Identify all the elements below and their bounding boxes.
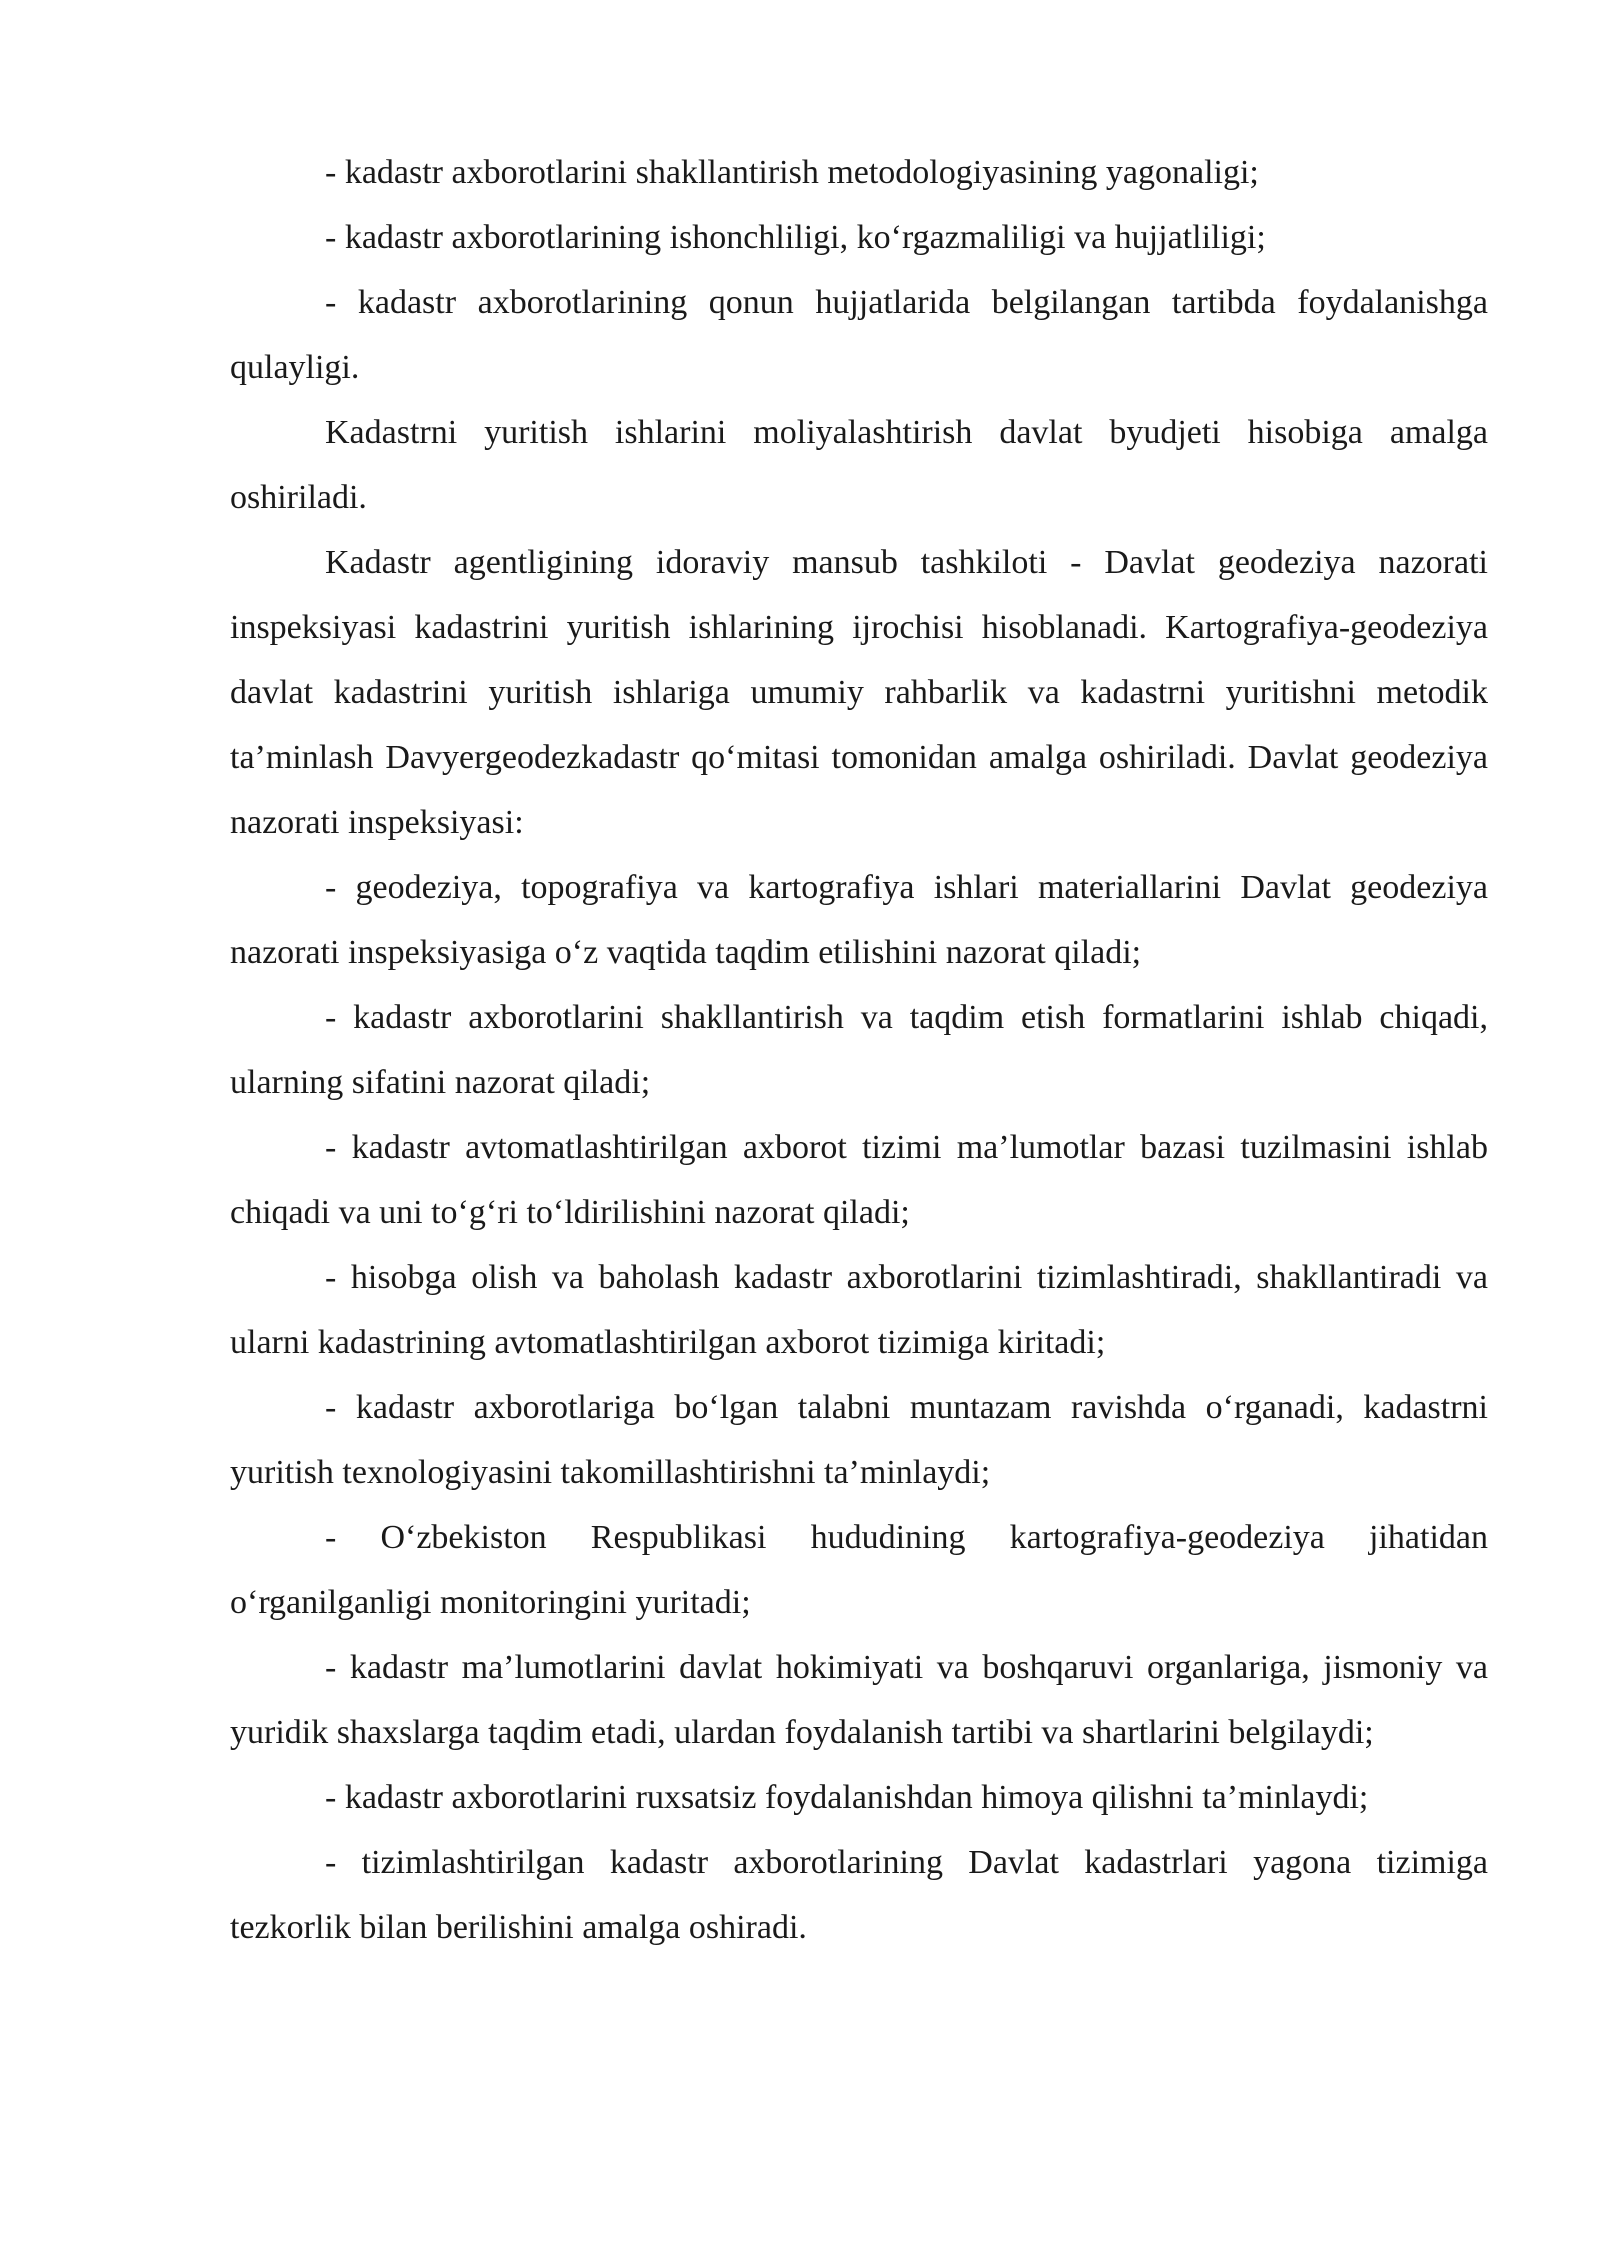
paragraph-14: - tizimlashtirilgan kadastr axborotlarining Davlat kadastrlari yagona tizimiga tezkorlik bilan berilishini amalga oshiradi. bbox=[230, 1844, 1488, 1946]
paragraph-12: - kadastr ma’lumotlarini davlat hokimiyati va boshqaruvi organlariga, jismoniy va yuridik shaxslarga taqdim etadi, ulardan foydalanish tartibi va shartlarini belgilaydi; bbox=[230, 1649, 1488, 1751]
paragraph-6: - geodeziya, topografiya va kartografiya ishlari materiallarini Davlat geodeziya nazorati inspeksiyasiga o‘z vaqtida taqdim etilishini nazorat qiladi; bbox=[230, 869, 1488, 971]
paragraph-11: - O‘zbekiston Respublikasi hududining kartografiya-geodeziya jihatidan o‘rganilganligi monitoringini yuritadi; bbox=[230, 1519, 1488, 1621]
paragraph-3: - kadastr axborotlarining qonun hujjatlarida belgilangan tartibda foydalanishga qulayligi. bbox=[230, 284, 1488, 386]
paragraph-8: - kadastr avtomatlashtirilgan axborot tizimi ma’lumotlar bazasi tuzilmasini ishlab chiqadi va uni to‘g‘ri to‘ldirilishini nazorat qiladi; bbox=[230, 1129, 1488, 1231]
document-page bbox=[230, 140, 1488, 1960]
paragraph-2: - kadastr axborotlarining ishonchliligi, ko‘rgazmaliligi va hujjatliligi; bbox=[325, 219, 1266, 256]
paragraph-4: Kadastrni yuritish ishlarini moliyalashtirish davlat byudjeti hisobiga amalga oshiriladi. bbox=[230, 414, 1488, 516]
paragraph-5: Kadastr agentligining idoraviy mansub tashkiloti - Davlat geodeziya nazorati inspeksiyasi kadastrini yuritish ishlarining ijrochisi hisoblanadi. Kartografiya-geodeziya davlat kadastrini yuritish ishlariga umumiy rahbarlik va kadastrni yuritishni metodik ta’minlash Davyergeodezkadastr qo‘mitasi tomonidan amalga oshiriladi. Davlat geodeziya nazorati inspeksiyasi: bbox=[230, 544, 1488, 841]
paragraph-10: - kadastr axborotlariga bo‘lgan talabni muntazam ravishda o‘rganadi, kadastrni yuritish texnologiyasini takomillashtirishni ta’minlaydi; bbox=[230, 1389, 1488, 1491]
paragraph-13: - kadastr axborotlarini ruxsatsiz foydalanishdan himoya qilishni ta’minlaydi; bbox=[325, 1779, 1369, 1816]
paragraph-9: - hisobga olish va baholash kadastr axborotlarini tizimlashtiradi, shakllantiradi va ularni kadastrining avtomatlashtirilgan axborot tizimiga kiritadi; bbox=[230, 1259, 1488, 1361]
paragraph-1: - kadastr axborotlarini shakllantirish metodologiyasining yagonaligi; bbox=[325, 154, 1259, 191]
paragraph-7: - kadastr axborotlarini shakllantirish va taqdim etish formatlarini ishlab chiqadi, ularning sifatini nazorat qiladi; bbox=[230, 999, 1488, 1101]
